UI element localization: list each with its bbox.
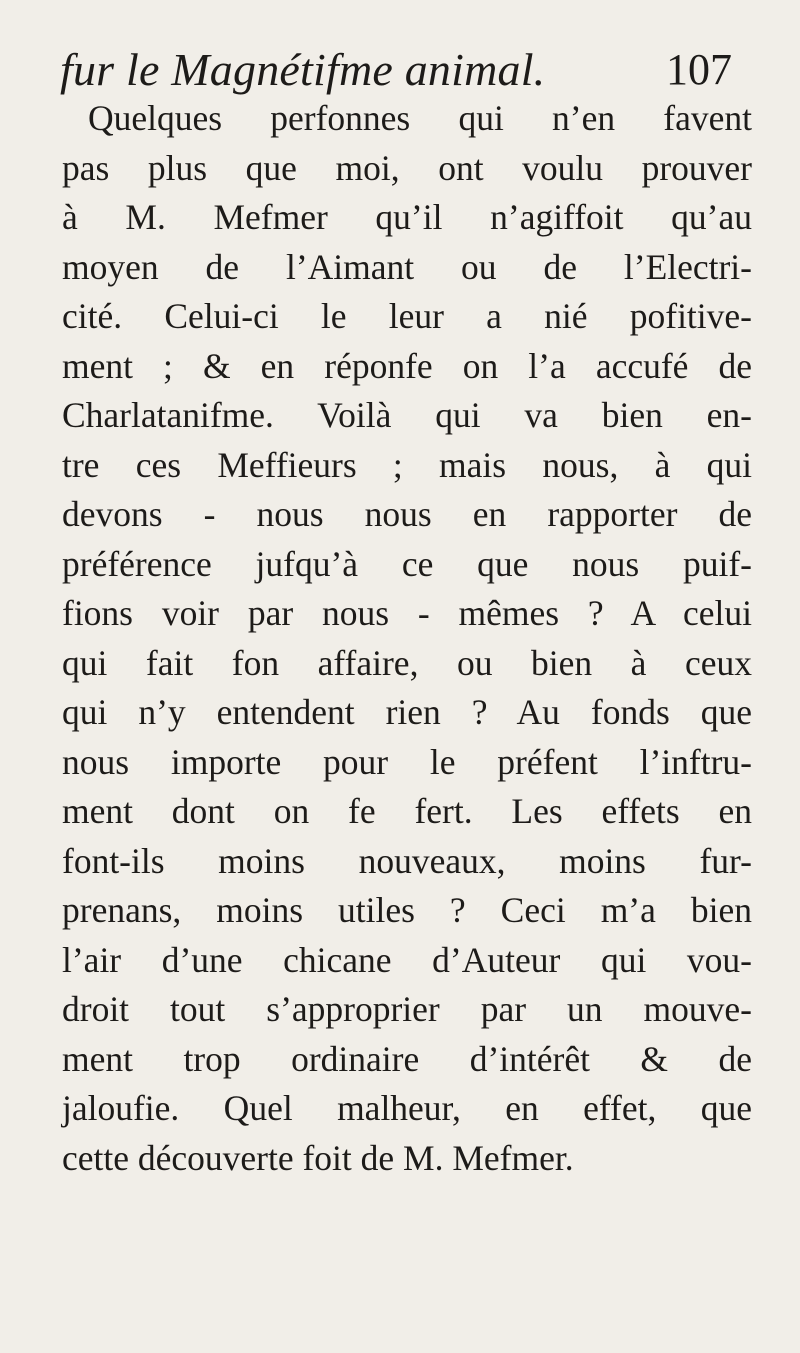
text-line: jaloufie. Quel malheur, en effet, que bbox=[62, 1088, 752, 1128]
text-line: ment trop ordinaire d’intérêt & de bbox=[62, 1038, 752, 1079]
body-text bbox=[62, 94, 752, 1183]
text-line: moyen de l’Aimant ou de l’Electri- bbox=[62, 246, 752, 287]
text-line: ment ; & en réponfe on l’a accufé de bbox=[62, 345, 752, 386]
text-line: devons - nous nous en rapporter de bbox=[62, 494, 752, 534]
page-number: 107 bbox=[666, 45, 732, 94]
text-line: pas plus que moi, ont voulu prouver bbox=[62, 147, 752, 188]
text-line: cette découverte foit de M. Mefmer. bbox=[62, 1137, 574, 1178]
text-line: l’air d’une chicane d’Auteur qui vou- bbox=[62, 939, 752, 980]
text-line: font-ils moins nouveaux, moins fur- bbox=[62, 840, 752, 881]
running-head bbox=[60, 38, 740, 102]
text-line: préférence jufqu’à ce que nous puif- bbox=[62, 543, 752, 584]
text-line: nous importe pour le préfent l’inftru- bbox=[62, 741, 752, 782]
text-line: Quelques perfonnes qui n’en favent bbox=[88, 98, 752, 138]
text-line: ment dont on fe fert. Les effets en bbox=[62, 791, 752, 831]
text-line: Charlatanifme. Voilà qui va bien en- bbox=[62, 395, 752, 435]
text-line: tre ces Meffieurs ; mais nous, à qui bbox=[62, 444, 752, 485]
text-line: cité. Celui-ci le leur a nié pofitive- bbox=[62, 296, 752, 336]
text-line: fions voir par nous - mêmes ? A celui bbox=[62, 593, 752, 633]
text-line: à M. Mefmer qu’il n’agiffoit qu’au bbox=[62, 197, 752, 237]
text-line: qui n’y entendent rien ? Au fonds que bbox=[62, 692, 752, 732]
running-title: fur le Magnétifme animal. bbox=[60, 44, 546, 95]
text-line: droit tout s’approprier par un mouve- bbox=[62, 989, 752, 1029]
text-line: qui fait fon affaire, ou bien à ceux bbox=[62, 642, 752, 683]
text-line: prenans, moins utiles ? Ceci m’a bien bbox=[62, 890, 752, 930]
